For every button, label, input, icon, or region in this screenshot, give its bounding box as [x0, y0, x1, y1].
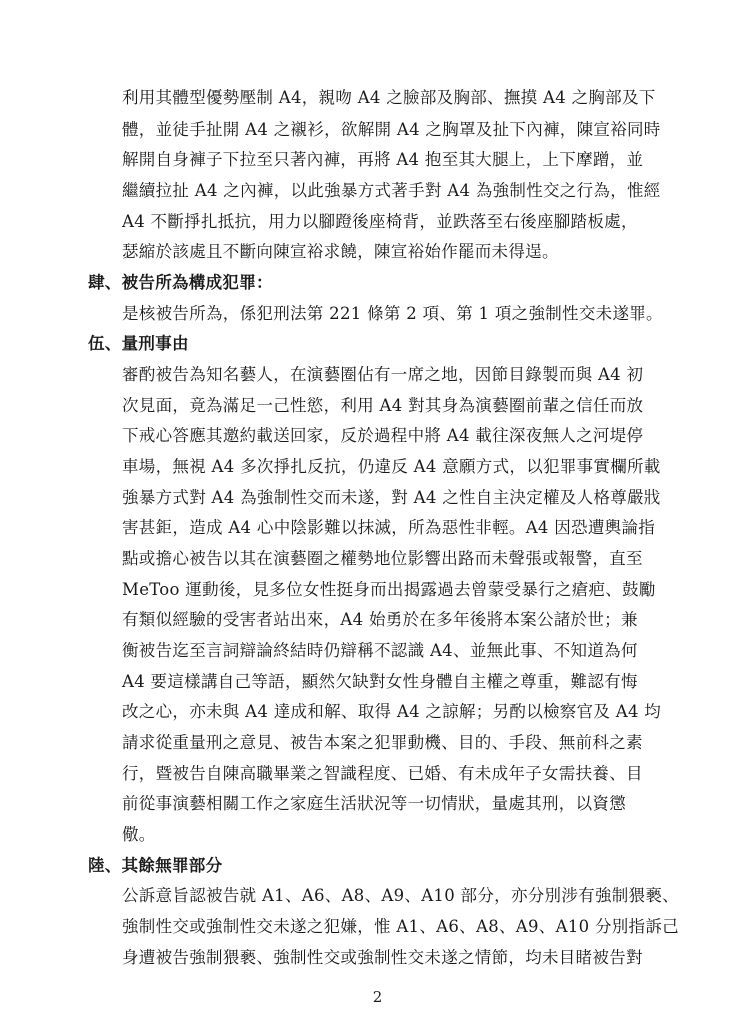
section-heading-4: 肆、被告所為構成犯罪：: [88, 273, 273, 292]
paragraph-line: 強暴方式對 A4 為強制性交而未遂，對 A4 之性自主決定權及人格尊嚴戕: [122, 488, 661, 507]
paragraph-line: 公訴意旨認被告就 A1、A6、A8、A9、A10 部分，亦分別涉有強制猥褻、: [122, 886, 679, 905]
paragraph-line: 瑟縮於該處且不斷向陳宣裕求饒，陳宣裕始作罷而未得逞。: [122, 242, 559, 261]
paragraph-line: 解開自身褲子下拉至只著內褲，再將 A4 抱至其大腿上，上下摩蹭，並: [122, 150, 644, 169]
paragraph-line: 改之心，亦未與 A4 達成和解、取得 A4 之諒解；另酌以檢察官及 A4 均: [122, 702, 662, 721]
paragraph-line: 身遭被告強制猥褻、強制性交或強制性交未遂之情節，均未目睹被告對: [122, 948, 643, 967]
paragraph-line: 是核被告所為，係犯刑法第 221 條第 2 項、第 1 項之強制性交未遂罪。: [122, 304, 663, 323]
paragraph-line: 有類似經驗的受害者站出來，A4 始勇於在多年後將本案公諸於世；兼: [122, 610, 638, 629]
page-number: 2: [372, 988, 383, 1006]
paragraph-line: 審酌被告為知名藝人，在演藝圈佔有一席之地，因節目錄製而與 A4 初: [122, 365, 644, 384]
paragraph-line: A4 不斷掙扎抵抗，用力以腳蹬後座椅背，並跌落至右後座腳踏板處，: [122, 212, 638, 231]
paragraph-line: 次見面，竟為滿足一己性慾，利用 A4 對其身為演藝圈前輩之信任而放: [122, 396, 644, 415]
paragraph-line: 利用其體型優勢壓制 A4，親吻 A4 之臉部及胸部、撫摸 A4 之胸部及下: [122, 88, 656, 107]
paragraph-line: 衡被告迄至言詞辯論終結時仍辯稱不認識 A4、並無此事、不知道為何: [122, 641, 638, 660]
paragraph-line: 點或擔心被告以其在演藝圈之權勢地位影響出路而未聲張或報警，直至: [122, 549, 643, 568]
paragraph-line: 下戒心答應其邀約載送回家，反於過程中將 A4 載往深夜無人之河堤停: [122, 426, 644, 445]
paragraph-line: 車場，無視 A4 多次掙扎反抗，仍違反 A4 意願方式，以犯罪事實欄所載: [122, 457, 661, 476]
paragraph-line: 請求從重量刑之意見、被告本案之犯罪動機、目的、手段、無前科之素: [122, 733, 643, 752]
paragraph-line: 前從事演藝相關工作之家庭生活狀況等一切情狀，量處其刑，以資懲: [122, 794, 626, 813]
section-heading-5: 伍、量刑事由: [88, 334, 189, 353]
paragraph-line: 體，並徒手扯開 A4 之襯衫，欲解開 A4 之胸罩及扯下內褲，陳宣裕同時: [122, 120, 661, 139]
paragraph-line: 強制性交或強制性交未遂之犯嫌，惟 A1、A6、A8、A9、A10 分別指訴己: [122, 917, 679, 936]
paragraph-line: 儆。: [122, 825, 156, 844]
paragraph-line: 行，暨被告自陳高職畢業之智識程度、已婚、有未成年子女需扶養、目: [122, 764, 643, 783]
paragraph-line: A4 要這樣講自己等語，顯然欠缺對女性身體自主權之尊重，難認有悔: [122, 672, 638, 691]
section-heading-6: 陸、其餘無罪部分: [88, 856, 223, 875]
paragraph-line: 害甚鉅，造成 A4 心中陰影難以抹滅，所為惡性非輕。A4 因恐遭輿論指: [122, 518, 656, 537]
paragraph-line: 繼續拉扯 A4 之內褲，以此強暴方式著手對 A4 為強制性交之行為，惟經: [122, 181, 661, 200]
paragraph-line: MeToo 運動後，見多位女性挺身而出揭露過去曾蒙受暴行之瘡疤、鼓勵: [122, 580, 656, 599]
